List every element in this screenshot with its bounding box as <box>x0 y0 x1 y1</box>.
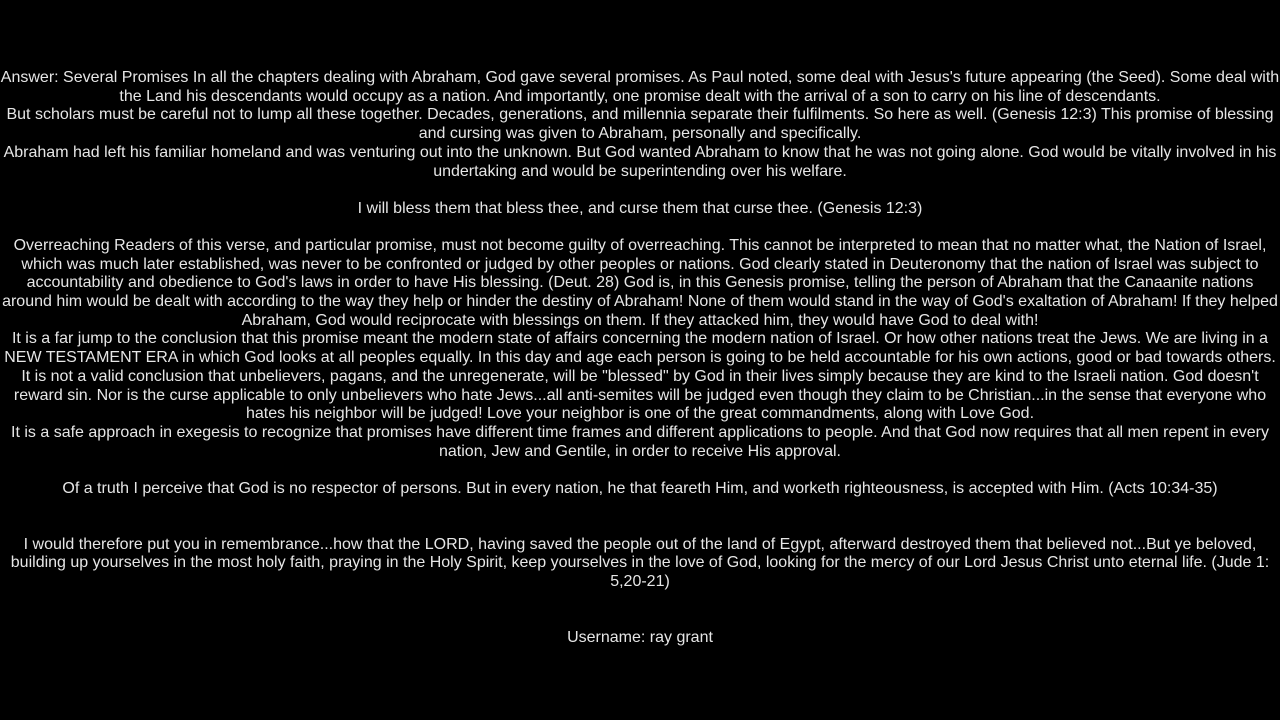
answer-scholars-paragraph: But scholars must be careful not to lump all these together. Decades, generations, and millennia separate their fulfilments. So here as well. (Genesis 12:3) This promise of blessing and cursing was given to Abraham, personally and specifically. <box>6 106 1274 143</box>
answer-document <box>0 69 1280 647</box>
verse-jude-1: I would therefore put you in remembrance...how that the LORD, having saved the people out of the land of Egypt, afterward destroyed them that believed not...But ye beloved, building up yourselves in the most holy faith, praying in the Holy Spirit, keep yourselves in the love of God, looking for the mercy of our Lord Jesus Christ unto eternal life. (Jude 1: 5,20-21) <box>10 535 1270 590</box>
far-jump-paragraph: It is a far jump to the conclusion that this promise meant the modern state of affairs concerning the modern nation of Israel. Or how other nations treat the Jews. We are living in a NEW TESTAMENT ERA in which God looks at all peoples equally. In this day and age each person is going to be held accountable for his own actions, good or bad towards others. It is not a valid conclusion that unbelievers, pagans, and the unregenerate, will be "blessed" by God in their lives simply because they are kind to the Israeli nation. God doesn't reward sin. Nor is the curse applicable to only unbelievers who hate Jews...all anti-semites will be judged even though they claim to be Christian...in the sense that everyone who hates his neighbor will be judged! Love your neighbor is one of the great commandments, along with Love God. <box>4 330 1276 423</box>
answer-homeland-paragraph: Abraham had left his familiar homeland and was venturing out into the unknown. But God wanted Abraham to know that he was not going alone. God would be vitally involved in his undertaking and would be superintending over his welfare. <box>3 143 1277 180</box>
overreaching-paragraph: Overreaching Readers of this verse, and particular promise, must not become guilty of overreaching. This cannot be interpreted to mean that no matter what, the Nation of Israel, which was much later established, was never to be confronted or judged by other peoples or nations. God clearly stated in Deuteronomy that the nation of Israel was subject to accountability and obedience to God's laws in order to have His blessing. (Deut. 28) God is, in this Genesis promise, telling the person of Abraham that the Canaanite nations around him would be dealt with according to the way they help or hinder the destiny of Abraham! None of them would stand in the way of God's exaltation of Abraham! If they helped Abraham, God would reciprocate with blessings on them. If they attacked him, they would have God to deal with! <box>2 236 1278 329</box>
safe-approach-paragraph: It is a safe approach in exegesis to recognize that promises have different time frames and different applications to people. And that God now requires that all men repent in every nation, Jew and Gentile, in order to receive His approval. <box>11 423 1269 460</box>
verse-acts-10: Of a truth I perceive that God is no respector of persons. But in every nation, he that feareth Him, and worketh righteousness, is accepted with Him. (Acts 10:34-35) <box>62 479 1218 497</box>
answer-intro-paragraph: Answer: Several Promises In all the chapters dealing with Abraham, God gave several promises. As Paul noted, some deal with Jesus's future appearing (the Seed). Some deal with the Land his descendants would occupy as a nation. And importantly, one promise dealt with the arrival of a son to carry on his line of descendants. <box>0 69 1280 105</box>
username-label: Username: ray grant <box>567 628 713 646</box>
verse-genesis-12-3: I will bless them that bless thee, and curse them that curse thee. (Genesis 12:3) <box>357 199 923 217</box>
